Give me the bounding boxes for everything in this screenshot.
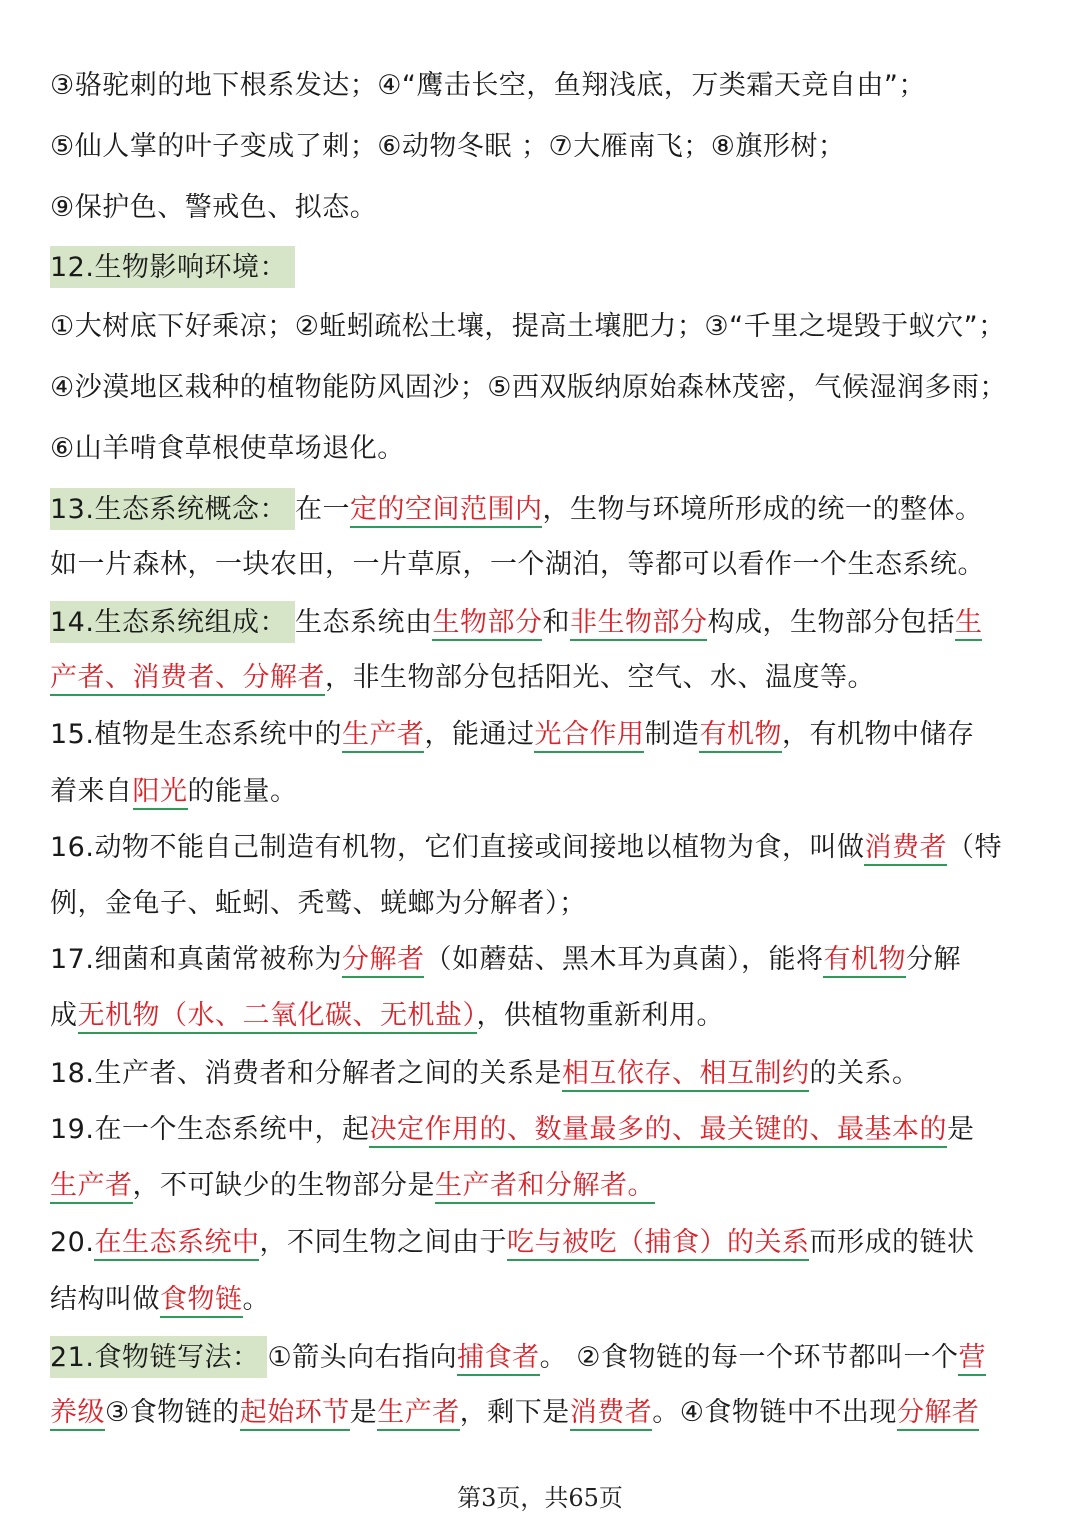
section-heading: 13.生态系统概念： <box>50 488 295 530</box>
text: ，不可缺少的生物部分是 <box>132 1170 435 1201</box>
text: ，供植物重新利用。 <box>476 1000 724 1031</box>
section-12-heading-line <box>50 246 1040 288</box>
section-14-line-1 <box>50 601 1040 643</box>
text-line: ⑥山羊啃食草根使草场退化。 <box>50 433 405 464</box>
keyword: 无机物（水、二氧化碳、无机盐） <box>78 1000 477 1034</box>
text: 的关系。 <box>809 1058 920 1089</box>
section-15-line-2 <box>50 772 1040 814</box>
text: ，有机物中储存 <box>781 719 975 750</box>
keyword: 产者、消费者、分解者 <box>50 662 325 696</box>
text: 。 <box>242 1284 270 1315</box>
section-21-line-1 <box>50 1336 1040 1378</box>
page-number: 第3页，共65页 <box>457 1484 623 1512</box>
keyword: 起始环节 <box>240 1397 350 1431</box>
text-line: ⑨保护色、警戒色、拟态。 <box>50 192 378 223</box>
section-18-line <box>50 1054 1040 1096</box>
keyword: 捕食者 <box>457 1342 540 1376</box>
keyword: 消费者 <box>570 1397 653 1431</box>
section-17-line-2 <box>50 996 1040 1038</box>
text: 成 <box>50 1000 78 1031</box>
text: ，不同生物之间由于 <box>259 1227 507 1258</box>
text: 18.生产者、消费者和分解者之间的关系是 <box>50 1058 562 1089</box>
text: ，非生物部分包括阳光、空气、水、温度等。 <box>325 662 875 693</box>
text: 。④食物链中不出现 <box>652 1397 897 1428</box>
text: ，能通过 <box>424 719 535 750</box>
text-line: ④沙漠地区栽种的植物能防风固沙；⑤西双版纳原始森林茂密，气候湿润多雨； <box>50 372 1007 403</box>
keyword: 分解者 <box>342 944 425 978</box>
keyword: 有机物 <box>823 944 906 978</box>
text: （特 <box>946 832 1002 863</box>
section-19-line-1 <box>50 1110 1040 1152</box>
text: 是 <box>349 1397 378 1428</box>
keyword: 食物链 <box>160 1284 243 1318</box>
text: 是 <box>946 1114 975 1145</box>
text: 。 ②食物链的每一个环节都叫一个 <box>539 1342 959 1373</box>
keyword: 有机物 <box>699 719 782 753</box>
keyword: 生物部分 <box>432 607 542 641</box>
section-21-line-2 <box>50 1393 1040 1435</box>
keyword: 定的空间范围内 <box>350 494 543 528</box>
keyword: 生产者 <box>50 1170 133 1204</box>
text: 而形成的链状 <box>809 1227 975 1258</box>
text: 分解 <box>905 944 961 975</box>
text-line: ③骆驼刺的地下根系发达；④“鹰击长空，鱼翔浅底，万类霜天竞自由”； <box>50 70 926 101</box>
text: 在一 <box>294 494 350 525</box>
keyword: 消费者 <box>864 832 947 866</box>
keyword: 生产者 <box>377 1397 460 1431</box>
keyword: 生产者和分解者。 <box>435 1170 655 1204</box>
keyword: 非生物部分 <box>570 607 708 641</box>
text-line: ⑤仙人掌的叶子变成了刺；⑥动物冬眠 ；⑦大雁南飞；⑧旗形树； <box>50 131 846 162</box>
keyword: 相互依存、相互制约 <box>562 1058 810 1092</box>
section-20-line-2 <box>50 1280 1040 1322</box>
text: 着来自 <box>50 776 133 807</box>
text: ，剩下是 <box>459 1397 570 1428</box>
section-13-line-1 <box>50 488 1040 530</box>
section-16-line-2: 例，金龟子、蚯蚓、秃鹫、蜣螂为分解者）； <box>50 888 587 919</box>
text: 制造 <box>644 719 700 750</box>
text: ③食物链的 <box>105 1397 240 1428</box>
keyword: 生产者 <box>342 719 425 753</box>
text: ①箭头向右指向 <box>267 1342 458 1373</box>
section-heading: 14.生态系统组成： <box>50 601 295 643</box>
section-heading: 12.生物影响环境： <box>50 246 295 288</box>
text: 17.细菌和真菌常被称为 <box>50 944 342 975</box>
keyword: 阳光 <box>133 776 188 810</box>
keyword: 营 <box>958 1342 986 1376</box>
keyword: 吃与被吃（捕食）的关系 <box>507 1227 810 1261</box>
text: 16.动物不能自己制造有机物，它们直接或间接地以植物为食，叫做 <box>50 832 865 863</box>
keyword: 分解者 <box>897 1397 980 1431</box>
text: 构成，生物部分包括 <box>707 607 955 638</box>
section-14-line-2 <box>50 658 1040 700</box>
keyword: 生 <box>955 607 983 641</box>
text: 19.在一个生态系统中，起 <box>50 1114 370 1145</box>
keyword: 养级 <box>50 1397 105 1431</box>
text: 和 <box>542 607 570 638</box>
text: 15.植物是生态系统中的 <box>50 719 342 750</box>
text: ，生物与环境所形成的统一的整体。 <box>542 494 983 525</box>
text: 生态系统由 <box>294 607 433 638</box>
section-19-line-2 <box>50 1166 1040 1208</box>
text: 结构叫做 <box>50 1284 160 1315</box>
keyword: 决定作用的、数量最多的、最关键的、最基本的 <box>369 1114 947 1148</box>
text: 的能量。 <box>187 776 298 807</box>
text: 20. <box>50 1227 95 1258</box>
section-heading: 21.食物链写法： <box>50 1336 267 1378</box>
keyword: 光合作用 <box>534 719 644 753</box>
section-16-line-1 <box>50 828 1040 870</box>
section-15-line-1 <box>50 715 1040 757</box>
section-13-line-2: 如一片森林，一块农田，一片草原，一个湖泊，等都可以看作一个生态系统。 <box>50 549 985 580</box>
section-20-line-1 <box>50 1223 1040 1265</box>
keyword: 在生态系统中 <box>94 1227 259 1261</box>
text: （如蘑菇、黑木耳为真菌），能将 <box>424 944 824 975</box>
section-17-line-1 <box>50 940 1040 982</box>
text-line: ①大树底下好乘凉；②蚯蚓疏松土壤，提高土壤肥力；③“千里之堤毁于蚁穴”； <box>50 311 1006 342</box>
